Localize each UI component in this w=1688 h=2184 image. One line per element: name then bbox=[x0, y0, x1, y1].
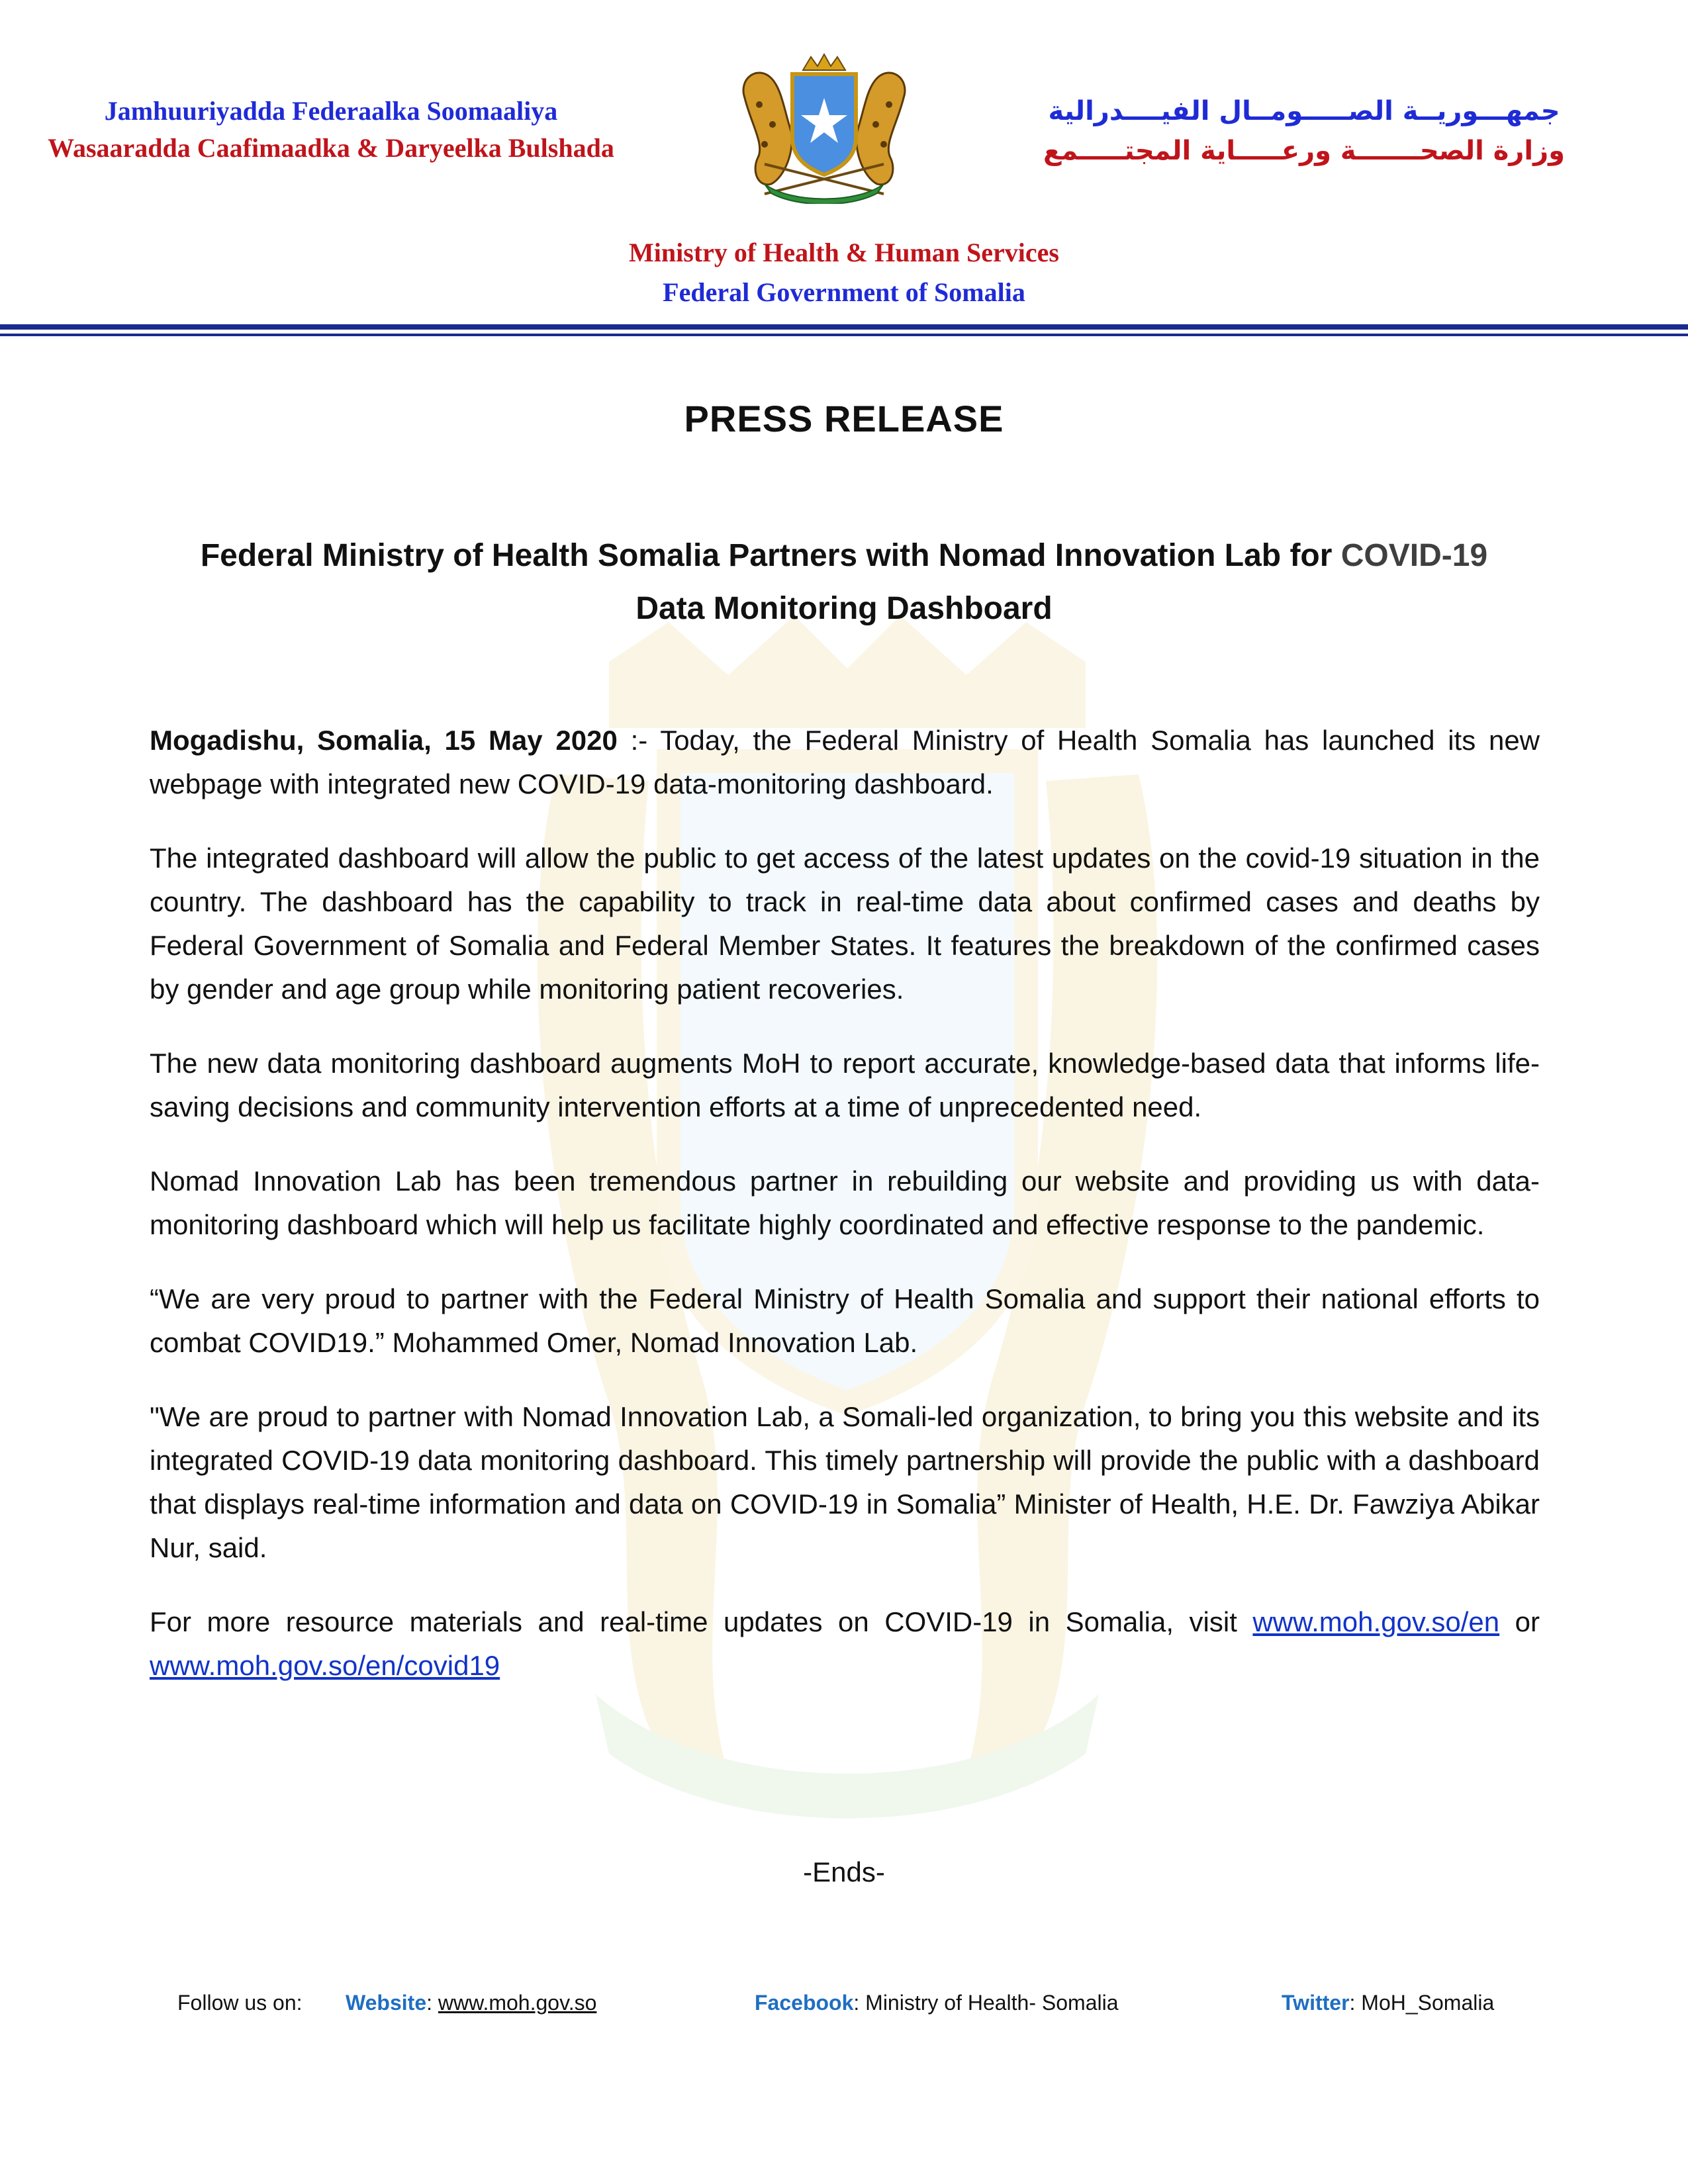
header-somali-country: Jamhuuriyadda Federaalka Soomaaliya bbox=[104, 96, 558, 126]
footer-website-label: Website bbox=[346, 1991, 427, 2015]
paragraph-6-quote: "We are proud to partner with Nomad Innovation Lab, a Somali-led organization, to bring you this website and its integrated COVID-19 data monitoring dashboard. This timely partnership will provide the public with a dashboard that displays real-time information and data on COVID-19 in Somalia” Minister of Health, H.E. Dr. Fawziya Abikar Nur, said. bbox=[150, 1401, 1540, 1563]
footer-website-sep: : bbox=[426, 1991, 438, 2015]
header-right-block bbox=[1006, 91, 1602, 171]
header-somali-ministry: Wasaaradda Caafimaadka & Daryeelka Bulshada bbox=[48, 133, 614, 163]
header-divider-thick bbox=[0, 324, 1688, 330]
headline bbox=[146, 529, 1542, 635]
footer-facebook-value: Ministry of Health- Somalia bbox=[865, 1991, 1119, 2015]
paragraph-5-quote: “We are very proud to partner with the Federal Ministry of Health Somalia and support their national efforts to combat COVID19.” Mohammed Omer, Nomad Innovation Lab. bbox=[150, 1283, 1540, 1358]
header-left-block bbox=[0, 93, 662, 167]
footer-twitter-sep: : bbox=[1349, 1991, 1362, 2015]
footer-website-link[interactable]: www.moh.gov.so bbox=[438, 1991, 597, 2015]
dateline: Mogadishu, Somalia, 15 May 2020 bbox=[150, 725, 618, 756]
header-divider-thin bbox=[0, 334, 1688, 336]
ministry-name: Ministry of Health & Human Services bbox=[629, 238, 1059, 267]
header-arabic-ministry: وزارة الصحـــــــة ورعـــــاية المجتـــــمع bbox=[1043, 136, 1566, 166]
paragraph-7 bbox=[150, 1600, 1540, 1688]
footer-twitter bbox=[1282, 1991, 1494, 2015]
paragraph-7-or: or bbox=[1499, 1606, 1540, 1637]
headline-part2: Data Monitoring Dashboard bbox=[635, 591, 1053, 626]
article-body bbox=[150, 719, 1540, 1718]
footer-twitter-value: MoH_Somalia bbox=[1361, 1991, 1495, 2015]
footer-website bbox=[346, 1991, 596, 2015]
paragraph-1-text: :- Today, the Federal Ministry of Health Somalia has launched its new webpage with integrated new COVID-19 data-monitoring dashboard. bbox=[150, 725, 1540, 799]
footer-follow-label: Follow us on: bbox=[177, 1991, 303, 2015]
moh-covid19-link[interactable]: www.moh.gov.so/en/covid19 bbox=[150, 1650, 500, 1681]
paragraph-2: The integrated dashboard will allow the public to get access of the latest updates on the covid-19 situation in the country. The dashboard has the capability to track in real-time data about confirmed cases and deaths by Federal Government of Somalia and Federal Member States. It features the breakdown of the confirmed cases by gender and age group while monitoring patient recoveries. bbox=[150, 842, 1540, 1005]
footer-facebook bbox=[755, 1991, 1119, 2015]
headline-part1: Federal Ministry of Health Somalia Partners with Nomad Innovation Lab for bbox=[200, 538, 1341, 573]
government-name: Federal Government of Somalia bbox=[663, 277, 1025, 307]
paragraph-3: The new data monitoring dashboard augments MoH to report accurate, knowledge-based data that informs life-saving decisions and community intervention efforts at a time of unprecedented need. bbox=[150, 1048, 1540, 1122]
footer-twitter-label: Twitter bbox=[1282, 1991, 1350, 2015]
paragraph-4: Nomad Innovation Lab has been tremendous partner in rebuilding our website and providing us with data-monitoring dashboard which will help us facilitate highly coordinated and effective response to the pandemic. bbox=[150, 1165, 1540, 1240]
paragraph-7-text: For more resource materials and real-time updates on COVID-19 in Somalia, visit bbox=[150, 1606, 1253, 1637]
ministry-title-block bbox=[0, 233, 1688, 312]
paragraph-1 bbox=[150, 719, 1540, 806]
footer-facebook-sep: : bbox=[853, 1991, 866, 2015]
header-arabic-country: جمهـــوريــة الصـــــومــال الفيــــدرالية bbox=[1048, 96, 1560, 126]
somalia-coat-of-arms-icon bbox=[718, 52, 930, 204]
press-release-label: PRESS RELEASE bbox=[684, 398, 1004, 439]
footer-facebook-label: Facebook bbox=[755, 1991, 854, 2015]
moh-en-link[interactable]: www.moh.gov.so/en bbox=[1252, 1606, 1500, 1637]
headline-accent: COVID-19 bbox=[1340, 538, 1488, 573]
ends-marker: -Ends- bbox=[803, 1856, 885, 1888]
